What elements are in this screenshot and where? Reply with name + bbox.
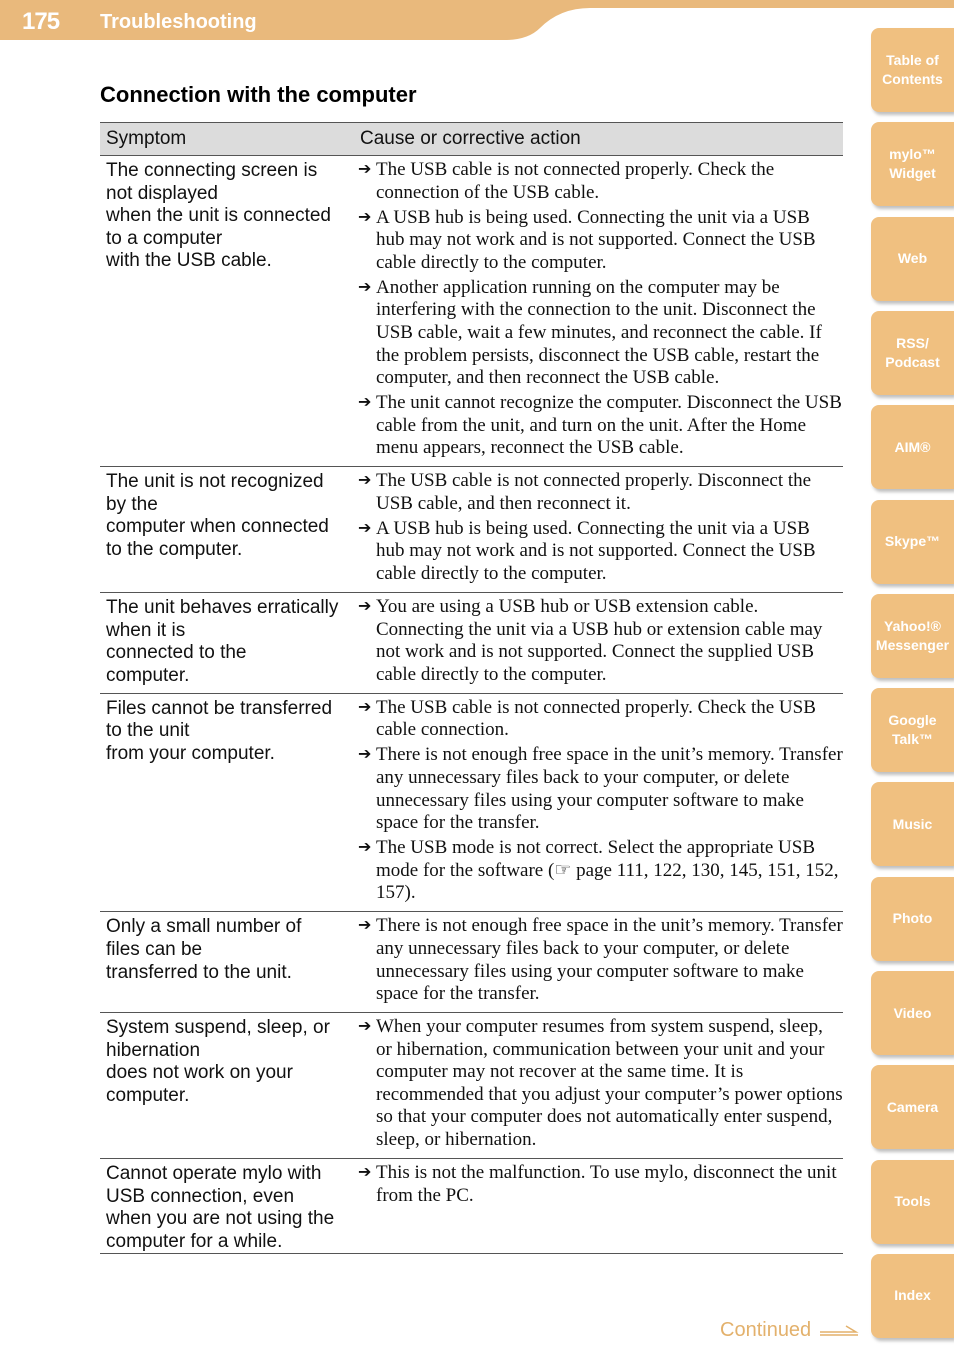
- arrow-right-icon: ➔: [358, 598, 372, 616]
- symptom-line: when you are not using the: [106, 1208, 335, 1230]
- arrow-right-icon: ➔: [358, 278, 372, 296]
- cause-cell: [356, 156, 843, 466]
- tab-web[interactable]: [871, 217, 954, 301]
- arrow-right-icon: ➔: [358, 1164, 372, 1182]
- cause-item: [358, 837, 843, 905]
- symptom-line: Only a small number of: [106, 916, 302, 938]
- tab-label: Index: [894, 1287, 931, 1304]
- symptom-cell: [100, 467, 356, 592]
- arrow-right-icon: ➔: [358, 161, 372, 178]
- symptom-line: computer when connected: [106, 516, 329, 538]
- cause-text: The USB cable is not connected properly. Check the USB cable connection.: [376, 696, 816, 741]
- tab-label: RSS/: [896, 334, 929, 351]
- symptom-cell: [100, 1159, 356, 1253]
- cause-item: [358, 207, 843, 275]
- cause-item: [358, 1016, 843, 1152]
- cause-item: [358, 915, 843, 1005]
- symptom-line: when the unit is connected: [106, 205, 331, 227]
- symptom-line: computer for a while.: [106, 1230, 283, 1252]
- arrow-right-icon: ➔: [358, 917, 372, 935]
- symptom-cell: [100, 912, 356, 1012]
- cause-text: The USB cable is not connected properly. Disconnect the USB cable, and then reconnect it.: [376, 470, 812, 514]
- symptom-cell: [100, 1013, 356, 1158]
- tab-label: mylo™: [889, 146, 936, 163]
- arrow-right-icon: ➔: [358, 746, 372, 764]
- table-body: [100, 156, 843, 1254]
- symptom-cell: [100, 694, 356, 912]
- tab-label: Talk™: [892, 731, 933, 748]
- arrow-right-icon: ➔: [358, 472, 372, 490]
- column-header-symptom: Symptom: [106, 128, 187, 149]
- page-header: [0, 0, 954, 40]
- symptom-line: Files cannot be transferred: [106, 697, 333, 719]
- tab-label: Podcast: [885, 353, 940, 370]
- arrow-right-icon: ➔: [358, 839, 372, 857]
- table-row: [100, 1013, 843, 1159]
- cause-text: A USB hub is being used. Connecting the unit via a USB hub may not work and is not supported. Connect the USB cable directly to the computer.: [376, 517, 816, 585]
- tab-label: Tools: [894, 1193, 931, 1210]
- tab-label: Photo: [892, 910, 933, 927]
- table-row: [100, 1159, 843, 1254]
- cause-cell: [356, 694, 843, 912]
- cause-item: [358, 596, 843, 686]
- cause-text: You are using a USB hub or USB extension cable. Connecting the unit via a USB hub or extension cable may not work and is not supported. Connect the supplied USB cable directly to the computer.: [376, 596, 823, 685]
- tab-tools[interactable]: [871, 1160, 954, 1244]
- cause-cell: [356, 593, 843, 693]
- table-row: [100, 593, 843, 694]
- tab-label: Messenger: [875, 636, 950, 653]
- symptom-line: System suspend, sleep, or: [106, 1017, 330, 1039]
- cause-text: When your computer resumes from system suspend, sleep, or hibernation, communication between your unit and your computer may not recover at the same time. It is recommended that you adjust your computer’s power options so that your computer does not automatically enter suspend, sleep, or hibernation.: [376, 1016, 843, 1151]
- tab-skype[interactable]: [871, 500, 954, 584]
- symptom-line: to the unit: [106, 720, 190, 742]
- symptom-line: not displayed: [106, 182, 218, 204]
- symptom-line: when it is: [106, 619, 186, 641]
- cause-cell: [356, 1159, 843, 1253]
- cause-item: [358, 697, 843, 742]
- symptom-line: does not work on your: [106, 1062, 293, 1084]
- cause-item: [358, 744, 843, 834]
- cause-text: The USB mode is not correct. Select the appropriate USB mode for the software (☞ page 111, 122, 130, 145, 151, 152, 157).: [376, 837, 839, 904]
- troubleshooting-table: [100, 122, 843, 1254]
- cause-text: The unit cannot recognize the computer. Disconnect the USB cable from the unit, and turn on the unit. After the Home menu appears, reconnect the USB cable.: [376, 392, 842, 459]
- symptom-line: hibernation: [106, 1039, 201, 1061]
- page-number: 175: [22, 8, 60, 35]
- symptom-line: to a computer: [106, 227, 223, 249]
- tab-label: Widget: [889, 165, 936, 182]
- table-row: [100, 467, 843, 593]
- cause-cell: [356, 912, 843, 1012]
- cause-item: [358, 392, 843, 460]
- arrow-right-icon: ➔: [358, 394, 372, 412]
- arrow-right-icon: ➔: [358, 208, 372, 226]
- tab-label: Camera: [886, 1098, 939, 1115]
- tab-table-of-contents[interactable]: [871, 28, 954, 112]
- symptom-line: The unit behaves erratically: [106, 597, 339, 619]
- symptom-line: The connecting screen is: [106, 160, 318, 181]
- cause-text: Another application running on the computer may be interfering with the connection to the unit. Disconnect the USB cable, wait a few minutes, and reconnect the cable. If the problem persists, disconnect the USB cable, restart the computer, and then reconnect the USB cable.: [376, 276, 822, 389]
- symptom-line: The unit is not recognized: [106, 471, 324, 493]
- continued-label: Continued: [720, 1319, 812, 1341]
- tab-mylo-widget[interactable]: [871, 122, 954, 206]
- symptom-line: USB connection, even: [106, 1185, 295, 1207]
- tab-aim[interactable]: [871, 405, 954, 489]
- tab-label: Web: [897, 250, 928, 267]
- arrow-right-icon: ➔: [358, 519, 372, 537]
- tab-music[interactable]: [871, 782, 954, 866]
- cause-text: The USB cable is not connected properly. Check the connection of the USB cable.: [376, 159, 775, 203]
- symptom-line: to the computer.: [106, 539, 243, 561]
- symptom-line: from your computer.: [106, 742, 275, 764]
- arrow-right-icon: ➔: [358, 698, 372, 716]
- column-header-cause: Cause or corrective action: [360, 128, 581, 149]
- symptom-line: connected to the: [106, 642, 247, 664]
- tab-rss-podcast[interactable]: [871, 311, 954, 395]
- tab-label: Yahoo!®: [884, 617, 941, 634]
- tab-label: Video: [893, 1004, 932, 1021]
- cause-item: [358, 277, 843, 390]
- symptom-cell: [100, 593, 356, 693]
- tab-yahoo-messenger[interactable]: [871, 594, 954, 678]
- cause-cell: [356, 1013, 843, 1158]
- tab-label: Music: [892, 815, 933, 832]
- tab-label: Google: [888, 712, 937, 729]
- tab-index[interactable]: [871, 1254, 954, 1338]
- tab-label: AIM®: [894, 438, 931, 455]
- symptom-cell: [100, 156, 356, 466]
- symptom-line: by the: [106, 493, 158, 515]
- cause-text: There is not enough free space in the unit’s memory. Transfer any unnecessary files back to your computer, or delete unnecessary files using your computer software to make space for the transfer.: [376, 744, 843, 834]
- symptom-line: transferred to the unit.: [106, 961, 292, 983]
- tab-video[interactable]: [871, 971, 954, 1055]
- symptom-line: files can be: [106, 938, 203, 960]
- tab-camera[interactable]: [871, 1065, 954, 1149]
- table-row: [100, 694, 843, 913]
- cause-item: [358, 470, 843, 515]
- cause-text: A USB hub is being used. Connecting the unit via a USB hub may not work and is not supported. Connect the USB cable directly to the computer.: [376, 206, 816, 273]
- tab-photo[interactable]: [871, 877, 954, 961]
- cause-text: This is not the malfunction. To use mylo, disconnect the unit from the PC.: [376, 1162, 837, 1206]
- symptom-line: Cannot operate mylo with: [106, 1163, 322, 1185]
- continued-arrow-icon: [820, 1324, 860, 1338]
- tab-google-talk[interactable]: [871, 688, 954, 772]
- cause-item: [358, 518, 843, 586]
- tab-label: Table of: [886, 52, 939, 68]
- tab-label: Contents: [882, 71, 943, 87]
- section-title: Troubleshooting: [100, 11, 257, 33]
- symptom-line: with the USB cable.: [106, 250, 272, 272]
- table-header: [100, 123, 843, 156]
- cause-cell: [356, 467, 843, 592]
- page-title: Connection with the computer: [100, 82, 417, 107]
- symptom-line: computer.: [106, 1084, 190, 1106]
- table-row: [100, 912, 843, 1013]
- table-row: [100, 156, 843, 467]
- cause-text: There is not enough free space in the unit’s memory. Transfer any unnecessary files back to your computer, or delete unnecessary files using your computer software to make space for the transfer.: [376, 915, 843, 1005]
- arrow-right-icon: ➔: [358, 1018, 372, 1036]
- cause-item: [358, 159, 843, 204]
- symptom-line: computer.: [106, 664, 190, 686]
- cause-item: [358, 1162, 843, 1207]
- tab-label: Skype™: [884, 533, 941, 549]
